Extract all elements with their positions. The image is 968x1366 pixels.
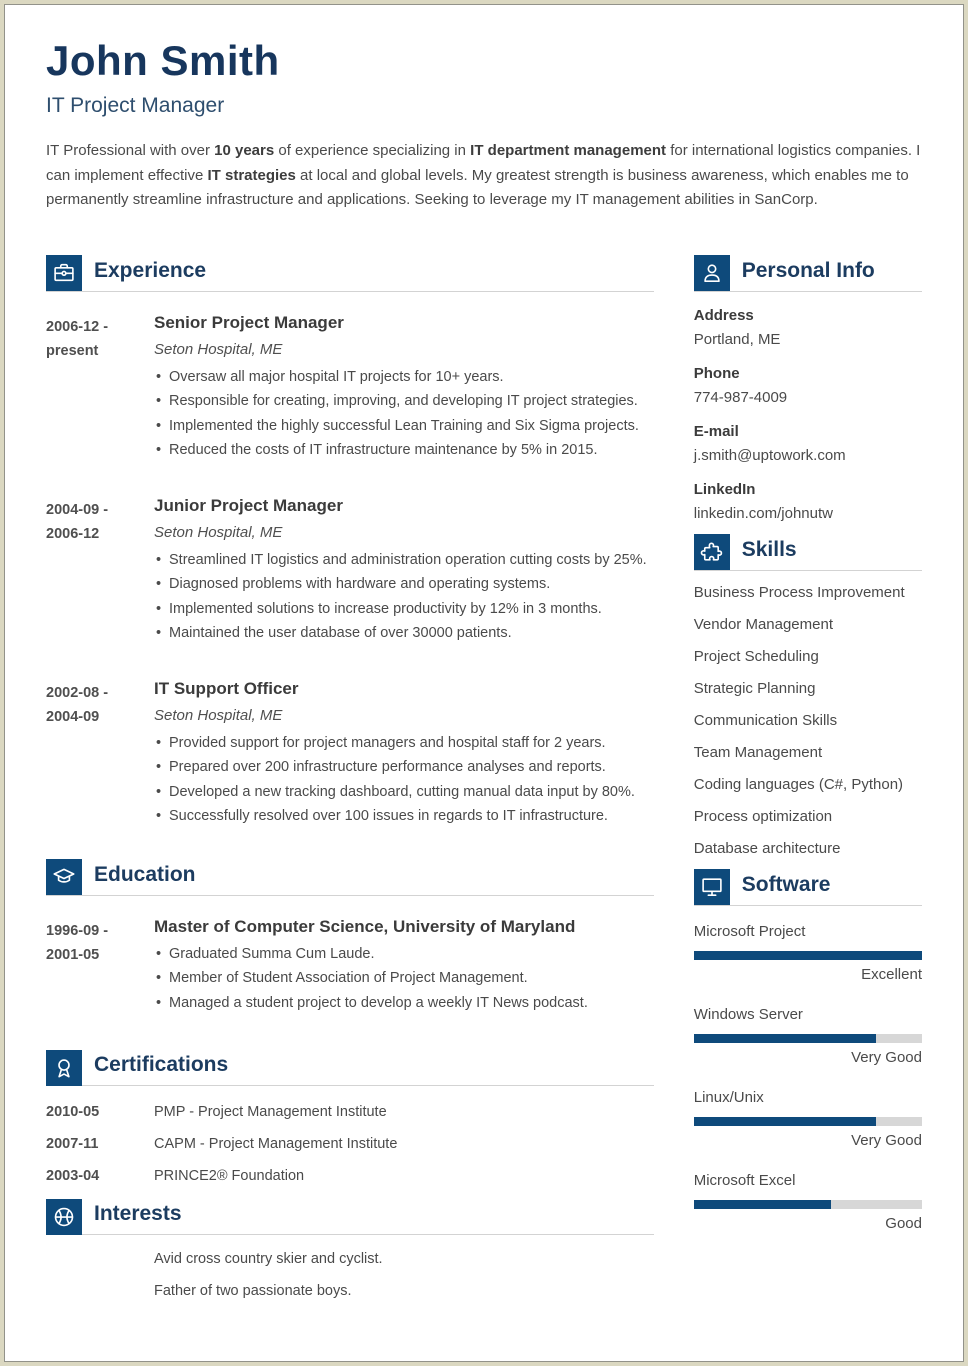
briefcase-icon [46, 255, 82, 291]
job-company: Seton Hospital, ME [154, 706, 283, 724]
date-from: 2004-09 - [46, 501, 109, 518]
section-header-interests [46, 1198, 654, 1235]
job-bullet: • Prepared over 200 infrastructure performance analyses and reports. [154, 755, 654, 780]
resume-page [4, 4, 964, 1362]
entry-body [154, 678, 654, 829]
skill-item: Database architecture [693, 839, 841, 857]
job-bullet: • Responsible for creating, improving, and developing IT project strategies. [154, 389, 654, 414]
skill-item: Process optimization [693, 807, 833, 825]
field-label: Phone [693, 364, 740, 382]
date-from: 2006-12 - [46, 318, 109, 335]
certification-row [46, 1096, 654, 1128]
content-columns [5, 255, 963, 1308]
software-item [694, 1088, 922, 1151]
entry-dates [46, 916, 154, 1016]
job-bullet: • Developed a new tracking dashboard, cutting manual data input by 80%. [154, 780, 654, 805]
monitor-icon [694, 869, 730, 905]
field-label: E-mail [693, 422, 739, 440]
section-header-education [46, 859, 654, 896]
section-title: Experience [94, 258, 207, 282]
personal-info-field [694, 306, 922, 350]
job-bullet: • Reduced the costs of IT infrastructure maintenance by 5% in 2015. [154, 438, 654, 463]
software-level: Very Good [851, 1048, 922, 1066]
software-name: Microsoft Project [693, 922, 806, 940]
job-bullet: • Provided support for project managers and hospital staff for 2 years. [154, 731, 654, 756]
software-level: Good [885, 1214, 922, 1232]
certification-date: 2010-05 [46, 1104, 100, 1120]
skill-bar-fill [694, 951, 922, 960]
section-title: Education [94, 862, 196, 886]
sidebar-column [694, 255, 922, 1308]
job-bullets [154, 731, 654, 829]
interests-section [46, 1198, 654, 1307]
section-title: Personal Info [741, 258, 875, 282]
education-section [46, 859, 654, 1016]
field-value: 774-987-4009 [693, 388, 788, 406]
resume-header [5, 5, 963, 213]
summary-text: of experience specializing in [274, 142, 471, 159]
skill-item: Team Management [693, 743, 823, 761]
certifications-section [46, 1049, 654, 1192]
job-bullet: • Oversaw all major hospital IT projects for 10+ years. [154, 365, 654, 390]
software-section [694, 869, 922, 1234]
personal-info-field [694, 480, 922, 524]
job-bullet: • Diagnosed problems with hardware and operating systems. [154, 572, 654, 597]
skill-bar-track [694, 1117, 922, 1126]
skill-bar-track [694, 951, 922, 960]
job-bullet: • Successfully resolved over 100 issues in regards to IT infrastructure. [154, 804, 654, 829]
date-to: 2001-05 [46, 946, 100, 963]
section-title: Skills [741, 537, 797, 561]
experience-entry [46, 678, 654, 829]
skill-bar-track [694, 1034, 922, 1043]
job-company: Seton Hospital, ME [154, 523, 283, 541]
summary-bold: IT strategies [207, 166, 296, 184]
field-value: Portland, ME [693, 330, 781, 348]
skill-item: Business Process Improvement [693, 583, 905, 601]
skill-item: Strategic Planning [693, 679, 816, 697]
experience-entry [46, 495, 654, 646]
award-ribbon-icon [46, 1050, 82, 1086]
job-role: IT Support Officer [154, 678, 299, 698]
person-job-title: IT Project Manager [46, 94, 225, 117]
degree-title: Master of Computer Science, University of Maryland [154, 916, 576, 936]
section-title: Software [741, 872, 831, 896]
education-bullet: • Managed a student project to develop a weekly IT News podcast. [154, 991, 654, 1016]
date-from: 1996-09 - [46, 922, 109, 939]
ball-icon [46, 1199, 82, 1235]
certification-date: 2007-11 [46, 1136, 99, 1152]
main-column [46, 255, 654, 1308]
section-title: Certifications [94, 1053, 229, 1076]
skill-bar-fill [694, 1200, 831, 1209]
section-title: Interests [94, 1202, 182, 1225]
entry-body [154, 916, 654, 1016]
person-icon [694, 255, 730, 291]
skill-item: Communication Skills [693, 711, 838, 729]
section-header-experience [46, 255, 654, 292]
summary-text: at local and global levels. My greatest strength is business awareness, which enables me to permanently streamline infrastructure and applications. Seeking to leverage my IT management abilities in SanCorp. [46, 166, 909, 208]
section-header-personal-info [694, 255, 922, 292]
software-name: Windows Server [693, 1005, 803, 1023]
entry-dates [46, 495, 154, 646]
job-role: Junior Project Manager [154, 495, 343, 515]
date-from: 2002-08 - [46, 684, 109, 701]
section-header-software [694, 869, 922, 906]
job-bullet: • Streamlined IT logistics and administration operation cutting costs by 25%. [154, 548, 654, 573]
personal-info-field [694, 422, 922, 466]
skill-bar-fill [694, 1034, 877, 1043]
date-to: 2006-12 [46, 525, 100, 542]
entry-dates [46, 312, 154, 463]
entry-dates [46, 678, 154, 829]
job-bullet: • Implemented the highly successful Lean Training and Six Sigma projects. [154, 414, 654, 439]
skill-item: Project Scheduling [693, 647, 819, 665]
skill-item: Vendor Management [693, 615, 833, 633]
section-header-skills [694, 534, 922, 571]
job-bullet: • Maintained the user database of over 30000 patients. [154, 621, 654, 646]
job-bullets [154, 548, 654, 646]
skill-bar-fill [694, 1117, 877, 1126]
field-label: LinkedIn [693, 480, 756, 498]
summary-text: IT Professional with over [46, 142, 215, 159]
field-value: j.smith@uptowork.com [693, 446, 846, 464]
certification-name: PRINCE2® Foundation [154, 1168, 305, 1184]
job-company: Seton Hospital, ME [154, 340, 283, 358]
personal-info-section [694, 255, 922, 524]
certification-name: PMP - Project Management Institute [154, 1104, 387, 1120]
certification-rows [46, 1096, 654, 1192]
skills-list [694, 583, 922, 859]
certification-name: CAPM - Project Management Institute [154, 1136, 398, 1152]
software-item [694, 922, 922, 985]
software-level: Excellent [861, 965, 922, 983]
job-role: Senior Project Manager [154, 312, 344, 332]
field-value: linkedin.com/johnutw [693, 504, 833, 522]
entry-body [154, 312, 654, 463]
skill-bar-track [694, 1200, 922, 1209]
software-level: Very Good [851, 1131, 922, 1149]
software-name: Linux/Unix [693, 1088, 764, 1106]
education-bullet: • Graduated Summa Cum Laude. [154, 942, 654, 967]
person-name: John Smith [46, 37, 280, 84]
software-item [694, 1171, 922, 1234]
education-bullets [154, 942, 654, 1016]
skill-item: Coding languages (C#, Python) [693, 775, 904, 793]
experience-entry [46, 312, 654, 463]
certification-row [46, 1160, 654, 1192]
interest-item: Father of two passionate boys. [154, 1283, 352, 1299]
certification-row [46, 1128, 654, 1160]
date-to: 2004-09 [46, 708, 100, 725]
summary-text: for international logistics companies. I can implement effective [46, 142, 921, 184]
summary-paragraph [46, 139, 930, 213]
section-header-certifications [46, 1049, 654, 1086]
summary-bold: 10 years [214, 142, 275, 159]
entry-body [154, 495, 654, 646]
job-bullets [154, 365, 654, 463]
interest-items [46, 1243, 654, 1307]
personal-info-field [694, 364, 922, 408]
interest-item: Avid cross country skier and cyclist. [154, 1251, 383, 1267]
skills-section [694, 534, 922, 859]
date-to: present [46, 342, 99, 359]
education-entry [46, 916, 654, 1016]
certification-date: 2003-04 [46, 1168, 100, 1184]
job-bullet: • Implemented solutions to increase productivity by 12% in 3 months. [154, 597, 654, 622]
puzzle-icon [694, 534, 730, 570]
education-bullet: • Member of Student Association of Project Management. [154, 966, 654, 991]
software-item [694, 1005, 922, 1068]
field-label: Address [693, 306, 754, 324]
summary-bold: IT department management [470, 142, 667, 159]
software-name: Microsoft Excel [693, 1171, 796, 1189]
graduation-cap-icon [46, 859, 82, 895]
